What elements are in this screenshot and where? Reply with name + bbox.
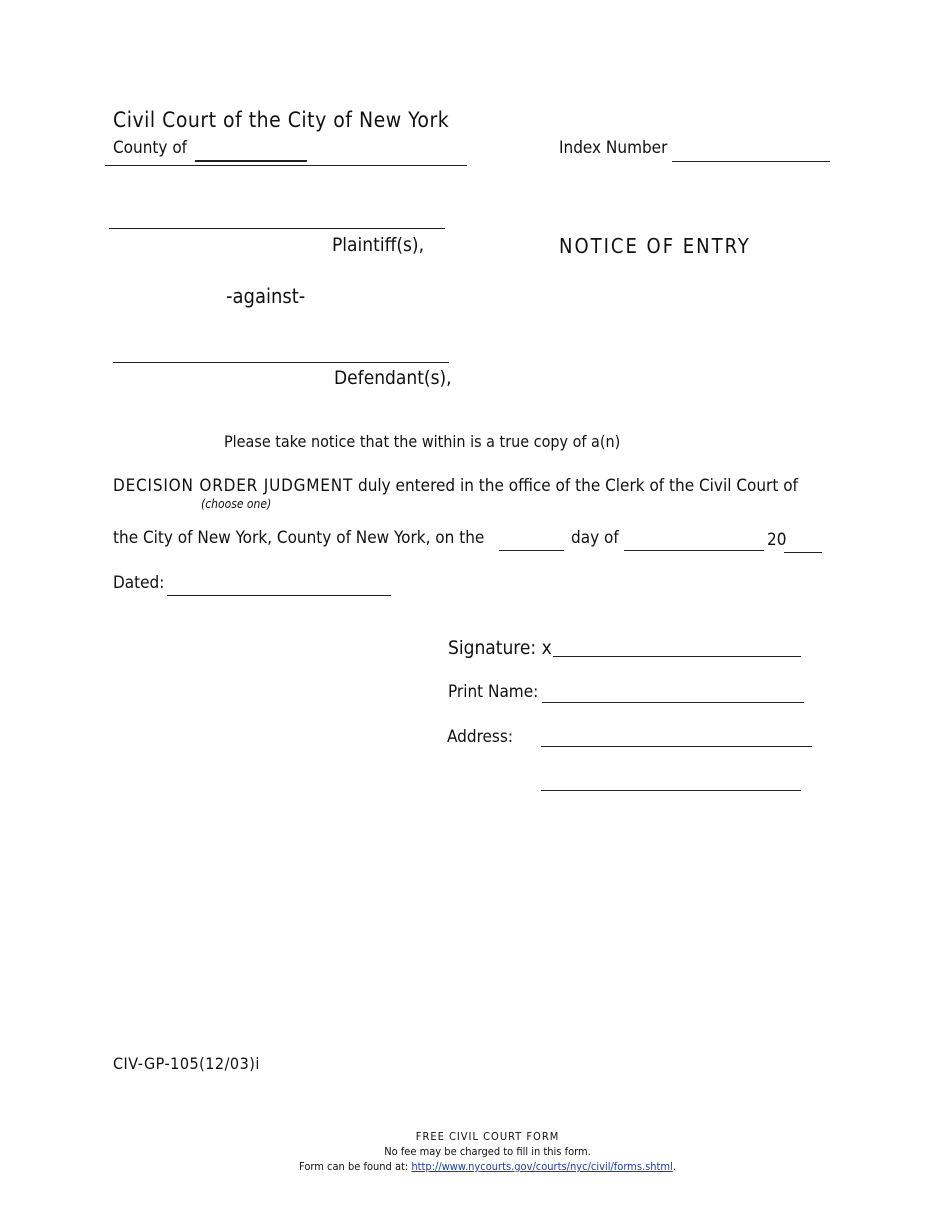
header-divider	[105, 165, 467, 166]
county-field[interactable]	[195, 160, 307, 162]
day-of-label: day of	[571, 528, 619, 548]
address-field-line-2[interactable]	[541, 790, 801, 791]
index-number-label: Index Number	[559, 138, 668, 158]
defendant-name-field[interactable]	[113, 362, 449, 363]
address-label: Address:	[447, 727, 513, 747]
footer-link-prefix: Form can be found at:	[299, 1160, 412, 1173]
entry-sentence	[113, 476, 798, 496]
print-name-field[interactable]	[542, 702, 804, 703]
print-name-label: Print Name:	[448, 682, 539, 702]
footer-title: FREE CIVIL COURT FORM	[415, 1130, 560, 1143]
footer-link-suffix: .	[672, 1160, 676, 1173]
footer	[0, 1129, 950, 1174]
court-name: Civil Court of the City of New York	[113, 108, 450, 132]
defendant-label: Defendant(s),	[334, 367, 452, 389]
year-prefix: 20	[767, 530, 787, 550]
index-number-field[interactable]	[672, 161, 830, 162]
signature-field[interactable]	[553, 656, 801, 657]
judgment-type-options[interactable]: DECISION ORDER JUDGMENT	[113, 476, 354, 496]
footer-fee-note: No fee may be charged to fill in this form.	[384, 1145, 591, 1158]
county-label: County of	[113, 138, 188, 158]
notice-title: NOTICE OF ENTRY	[559, 234, 751, 258]
day-field[interactable]	[499, 550, 564, 551]
month-field[interactable]	[624, 550, 764, 551]
against-label: -against-	[226, 284, 306, 308]
entered-text: duly entered in the office of the Clerk of the Civil Court of	[358, 476, 798, 496]
city-text: the City of New York, County of New York, on the	[113, 528, 485, 548]
dated-label: Dated:	[113, 573, 165, 593]
address-field-line-1[interactable]	[541, 746, 812, 747]
form-id: CIV-GP-105(12/03)i	[113, 1054, 260, 1073]
signature-label: Signature: x	[448, 637, 552, 659]
plaintiff-name-field[interactable]	[109, 228, 445, 229]
dated-field[interactable]	[167, 595, 391, 596]
notice-text: Please take notice that the within is a true copy of a(n)	[224, 432, 621, 451]
choose-one-hint: (choose one)	[201, 497, 272, 511]
year-field[interactable]	[784, 552, 822, 553]
footer-link-line	[0, 1159, 950, 1174]
forms-link[interactable]: http://www.nycourts.gov/courts/nyc/civil/forms.shtml	[411, 1160, 673, 1173]
plaintiff-label: Plaintiff(s),	[332, 234, 425, 256]
